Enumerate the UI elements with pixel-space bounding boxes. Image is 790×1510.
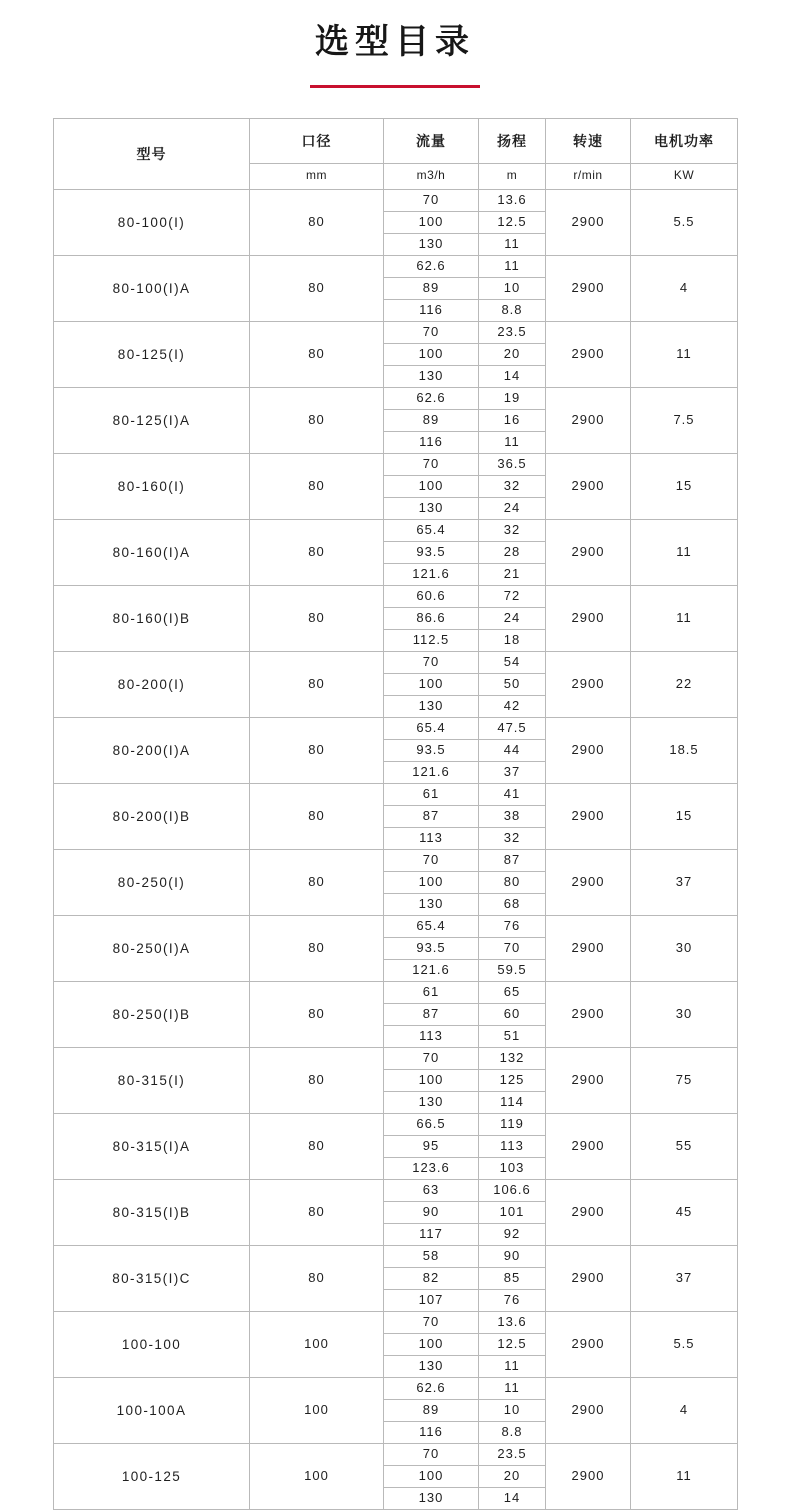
header-head: 扬程 — [479, 118, 546, 163]
table-row — [54, 651, 738, 673]
cell-power: 7.5 — [631, 387, 738, 453]
cell-flow: 130 — [384, 695, 479, 717]
cell-flow: 116 — [384, 299, 479, 321]
cell-flow: 121.6 — [384, 563, 479, 585]
cell-flow: 95 — [384, 1135, 479, 1157]
header-row-labels — [54, 118, 738, 163]
cell-head: 11 — [479, 255, 546, 277]
cell-flow: 130 — [384, 233, 479, 255]
cell-flow: 70 — [384, 453, 479, 475]
cell-head: 76 — [479, 1289, 546, 1311]
cell-flow: 130 — [384, 365, 479, 387]
cell-power: 22 — [631, 651, 738, 717]
cell-head: 59.5 — [479, 959, 546, 981]
cell-speed: 2900 — [546, 1311, 631, 1377]
cell-flow: 63 — [384, 1179, 479, 1201]
cell-speed: 2900 — [546, 981, 631, 1047]
cell-head: 14 — [479, 365, 546, 387]
cell-flow: 116 — [384, 431, 479, 453]
cell-flow: 70 — [384, 1443, 479, 1465]
cell-power: 30 — [631, 981, 738, 1047]
cell-speed: 2900 — [546, 255, 631, 321]
cell-speed: 2900 — [546, 915, 631, 981]
cell-power: 55 — [631, 1113, 738, 1179]
cell-flow: 62.6 — [384, 255, 479, 277]
cell-head: 60 — [479, 1003, 546, 1025]
table-row — [54, 783, 738, 805]
cell-head: 65 — [479, 981, 546, 1003]
cell-speed: 2900 — [546, 321, 631, 387]
page-title: 选型目录 — [315, 23, 475, 61]
header-flow: 流量 — [384, 118, 479, 163]
cell-power: 11 — [631, 585, 738, 651]
table-row — [54, 1047, 738, 1069]
cell-flow: 70 — [384, 321, 479, 343]
header-model: 型号 — [54, 118, 250, 189]
cell-head: 20 — [479, 1465, 546, 1487]
header-unit-power: KW — [631, 163, 738, 189]
cell-head: 8.8 — [479, 1421, 546, 1443]
cell-head: 68 — [479, 893, 546, 915]
cell-power: 18.5 — [631, 717, 738, 783]
cell-flow: 130 — [384, 497, 479, 519]
cell-flow: 70 — [384, 189, 479, 211]
cell-head: 24 — [479, 607, 546, 629]
cell-bore: 80 — [250, 915, 384, 981]
cell-flow: 86.6 — [384, 607, 479, 629]
cell-speed: 2900 — [546, 849, 631, 915]
cell-power: 11 — [631, 321, 738, 387]
cell-model: 80-250(I)B — [54, 981, 250, 1047]
cell-power: 4 — [631, 255, 738, 321]
cell-flow: 100 — [384, 871, 479, 893]
cell-flow: 121.6 — [384, 761, 479, 783]
cell-flow: 117 — [384, 1223, 479, 1245]
cell-head: 32 — [479, 827, 546, 849]
cell-bore: 80 — [250, 519, 384, 585]
cell-head: 90 — [479, 1245, 546, 1267]
spec-table — [53, 118, 738, 1510]
cell-bore: 80 — [250, 1047, 384, 1113]
cell-head: 24 — [479, 497, 546, 519]
cell-model: 80-160(I)A — [54, 519, 250, 585]
cell-speed: 2900 — [546, 1047, 631, 1113]
cell-flow: 107 — [384, 1289, 479, 1311]
cell-flow: 70 — [384, 651, 479, 673]
cell-head: 32 — [479, 475, 546, 497]
cell-speed: 2900 — [546, 1113, 631, 1179]
header-unit-flow: m3/h — [384, 163, 479, 189]
cell-head: 11 — [479, 1377, 546, 1399]
cell-head: 11 — [479, 1355, 546, 1377]
cell-head: 114 — [479, 1091, 546, 1113]
table-row — [54, 915, 738, 937]
cell-power: 75 — [631, 1047, 738, 1113]
table-row — [54, 453, 738, 475]
cell-bore: 80 — [250, 849, 384, 915]
cell-flow: 93.5 — [384, 739, 479, 761]
header-unit-speed: r/min — [546, 163, 631, 189]
cell-bore: 80 — [250, 717, 384, 783]
cell-head: 103 — [479, 1157, 546, 1179]
cell-head: 12.5 — [479, 211, 546, 233]
cell-bore: 80 — [250, 585, 384, 651]
table-head — [54, 118, 738, 189]
cell-bore: 80 — [250, 1179, 384, 1245]
table-row — [54, 1443, 738, 1465]
cell-speed: 2900 — [546, 453, 631, 519]
cell-head: 8.8 — [479, 299, 546, 321]
cell-flow: 100 — [384, 343, 479, 365]
cell-flow: 100 — [384, 1465, 479, 1487]
cell-head: 125 — [479, 1069, 546, 1091]
cell-head: 119 — [479, 1113, 546, 1135]
cell-flow: 58 — [384, 1245, 479, 1267]
cell-head: 101 — [479, 1201, 546, 1223]
cell-speed: 2900 — [546, 651, 631, 717]
cell-flow: 113 — [384, 827, 479, 849]
spec-table-container — [0, 88, 790, 1510]
cell-head: 70 — [479, 937, 546, 959]
cell-flow: 116 — [384, 1421, 479, 1443]
table-row — [54, 519, 738, 541]
cell-head: 16 — [479, 409, 546, 431]
cell-speed: 2900 — [546, 1179, 631, 1245]
table-row — [54, 1311, 738, 1333]
cell-flow: 89 — [384, 277, 479, 299]
cell-bore: 80 — [250, 1113, 384, 1179]
cell-model: 80-250(I) — [54, 849, 250, 915]
cell-power: 15 — [631, 783, 738, 849]
cell-bore: 80 — [250, 1245, 384, 1311]
cell-flow: 70 — [384, 1047, 479, 1069]
cell-head: 11 — [479, 233, 546, 255]
cell-bore: 80 — [250, 255, 384, 321]
table-row — [54, 255, 738, 277]
cell-model: 80-200(I)A — [54, 717, 250, 783]
cell-speed: 2900 — [546, 1245, 631, 1311]
cell-speed: 2900 — [546, 189, 631, 255]
cell-head: 23.5 — [479, 1443, 546, 1465]
cell-power: 15 — [631, 453, 738, 519]
cell-power: 37 — [631, 849, 738, 915]
cell-flow: 100 — [384, 673, 479, 695]
cell-bore: 80 — [250, 783, 384, 849]
cell-model: 80-315(I)C — [54, 1245, 250, 1311]
cell-flow: 90 — [384, 1201, 479, 1223]
table-row — [54, 387, 738, 409]
table-row — [54, 1113, 738, 1135]
cell-model: 80-250(I)A — [54, 915, 250, 981]
cell-flow: 87 — [384, 1003, 479, 1025]
cell-bore: 100 — [250, 1311, 384, 1377]
cell-flow: 113 — [384, 1025, 479, 1047]
table-row — [54, 585, 738, 607]
cell-flow: 65.4 — [384, 519, 479, 541]
cell-flow: 62.6 — [384, 1377, 479, 1399]
cell-model: 80-200(I) — [54, 651, 250, 717]
cell-bore: 80 — [250, 189, 384, 255]
cell-speed: 2900 — [546, 1377, 631, 1443]
table-row — [54, 1377, 738, 1399]
header-speed: 转速 — [546, 118, 631, 163]
cell-speed: 2900 — [546, 585, 631, 651]
title-block — [0, 0, 790, 88]
cell-model: 80-315(I)B — [54, 1179, 250, 1245]
cell-head: 11 — [479, 431, 546, 453]
table-row — [54, 981, 738, 1003]
cell-head: 28 — [479, 541, 546, 563]
cell-power: 4 — [631, 1377, 738, 1443]
cell-head: 41 — [479, 783, 546, 805]
cell-model: 80-125(I)A — [54, 387, 250, 453]
cell-flow: 130 — [384, 1487, 479, 1509]
cell-head: 132 — [479, 1047, 546, 1069]
cell-speed: 2900 — [546, 519, 631, 585]
cell-speed: 2900 — [546, 717, 631, 783]
cell-head: 20 — [479, 343, 546, 365]
cell-flow: 61 — [384, 783, 479, 805]
cell-model: 80-315(I) — [54, 1047, 250, 1113]
cell-head: 44 — [479, 739, 546, 761]
header-unit-bore: mm — [250, 163, 384, 189]
cell-flow: 65.4 — [384, 915, 479, 937]
cell-model: 80-160(I)B — [54, 585, 250, 651]
cell-model: 80-100(I) — [54, 189, 250, 255]
cell-bore: 80 — [250, 321, 384, 387]
cell-power: 11 — [631, 519, 738, 585]
cell-head: 21 — [479, 563, 546, 585]
cell-power: 11 — [631, 1443, 738, 1509]
cell-model: 80-125(I) — [54, 321, 250, 387]
cell-head: 38 — [479, 805, 546, 827]
cell-flow: 82 — [384, 1267, 479, 1289]
cell-flow: 100 — [384, 211, 479, 233]
cell-flow: 87 — [384, 805, 479, 827]
table-row — [54, 1245, 738, 1267]
cell-head: 51 — [479, 1025, 546, 1047]
cell-head: 23.5 — [479, 321, 546, 343]
cell-head: 106.6 — [479, 1179, 546, 1201]
cell-model: 80-315(I)A — [54, 1113, 250, 1179]
cell-head: 13.6 — [479, 189, 546, 211]
cell-head: 13.6 — [479, 1311, 546, 1333]
cell-bore: 80 — [250, 651, 384, 717]
cell-power: 37 — [631, 1245, 738, 1311]
cell-head: 14 — [479, 1487, 546, 1509]
cell-flow: 121.6 — [384, 959, 479, 981]
cell-flow: 130 — [384, 1091, 479, 1113]
cell-head: 42 — [479, 695, 546, 717]
cell-head: 54 — [479, 651, 546, 673]
header-power: 电机功率 — [631, 118, 738, 163]
header-unit-head: m — [479, 163, 546, 189]
cell-bore: 100 — [250, 1377, 384, 1443]
cell-head: 19 — [479, 387, 546, 409]
cell-bore: 100 — [250, 1443, 384, 1509]
cell-flow: 100 — [384, 475, 479, 497]
cell-head: 36.5 — [479, 453, 546, 475]
cell-bore: 80 — [250, 453, 384, 519]
cell-model: 100-100A — [54, 1377, 250, 1443]
cell-head: 80 — [479, 871, 546, 893]
cell-head: 37 — [479, 761, 546, 783]
cell-flow: 65.4 — [384, 717, 479, 739]
table-row — [54, 1179, 738, 1201]
cell-speed: 2900 — [546, 387, 631, 453]
cell-flow: 130 — [384, 1355, 479, 1377]
cell-flow: 89 — [384, 1399, 479, 1421]
cell-head: 10 — [479, 1399, 546, 1421]
cell-flow: 70 — [384, 1311, 479, 1333]
cell-bore: 80 — [250, 981, 384, 1047]
table-row — [54, 189, 738, 211]
cell-head: 12.5 — [479, 1333, 546, 1355]
cell-head: 50 — [479, 673, 546, 695]
cell-flow: 130 — [384, 893, 479, 915]
cell-flow: 89 — [384, 409, 479, 431]
cell-flow: 112.5 — [384, 629, 479, 651]
cell-flow: 66.5 — [384, 1113, 479, 1135]
cell-flow: 100 — [384, 1333, 479, 1355]
cell-head: 113 — [479, 1135, 546, 1157]
cell-model: 100-125 — [54, 1443, 250, 1509]
table-row — [54, 849, 738, 871]
cell-flow: 123.6 — [384, 1157, 479, 1179]
cell-head: 32 — [479, 519, 546, 541]
cell-bore: 80 — [250, 387, 384, 453]
cell-flow: 93.5 — [384, 937, 479, 959]
table-row — [54, 321, 738, 343]
cell-power: 5.5 — [631, 189, 738, 255]
cell-model: 80-160(I) — [54, 453, 250, 519]
cell-head: 10 — [479, 277, 546, 299]
table-row — [54, 717, 738, 739]
cell-flow: 93.5 — [384, 541, 479, 563]
cell-model: 100-100 — [54, 1311, 250, 1377]
cell-head: 85 — [479, 1267, 546, 1289]
cell-speed: 2900 — [546, 783, 631, 849]
cell-head: 47.5 — [479, 717, 546, 739]
cell-flow: 62.6 — [384, 387, 479, 409]
cell-model: 80-100(I)A — [54, 255, 250, 321]
cell-head: 92 — [479, 1223, 546, 1245]
cell-flow: 100 — [384, 1069, 479, 1091]
header-bore: 口径 — [250, 118, 384, 163]
cell-head: 18 — [479, 629, 546, 651]
table-body — [54, 189, 738, 1509]
cell-flow: 61 — [384, 981, 479, 1003]
cell-head: 72 — [479, 585, 546, 607]
cell-speed: 2900 — [546, 1443, 631, 1509]
cell-head: 76 — [479, 915, 546, 937]
cell-flow: 60.6 — [384, 585, 479, 607]
cell-head: 87 — [479, 849, 546, 871]
cell-flow: 70 — [384, 849, 479, 871]
cell-model: 80-200(I)B — [54, 783, 250, 849]
cell-power: 45 — [631, 1179, 738, 1245]
cell-power: 30 — [631, 915, 738, 981]
cell-power: 5.5 — [631, 1311, 738, 1377]
